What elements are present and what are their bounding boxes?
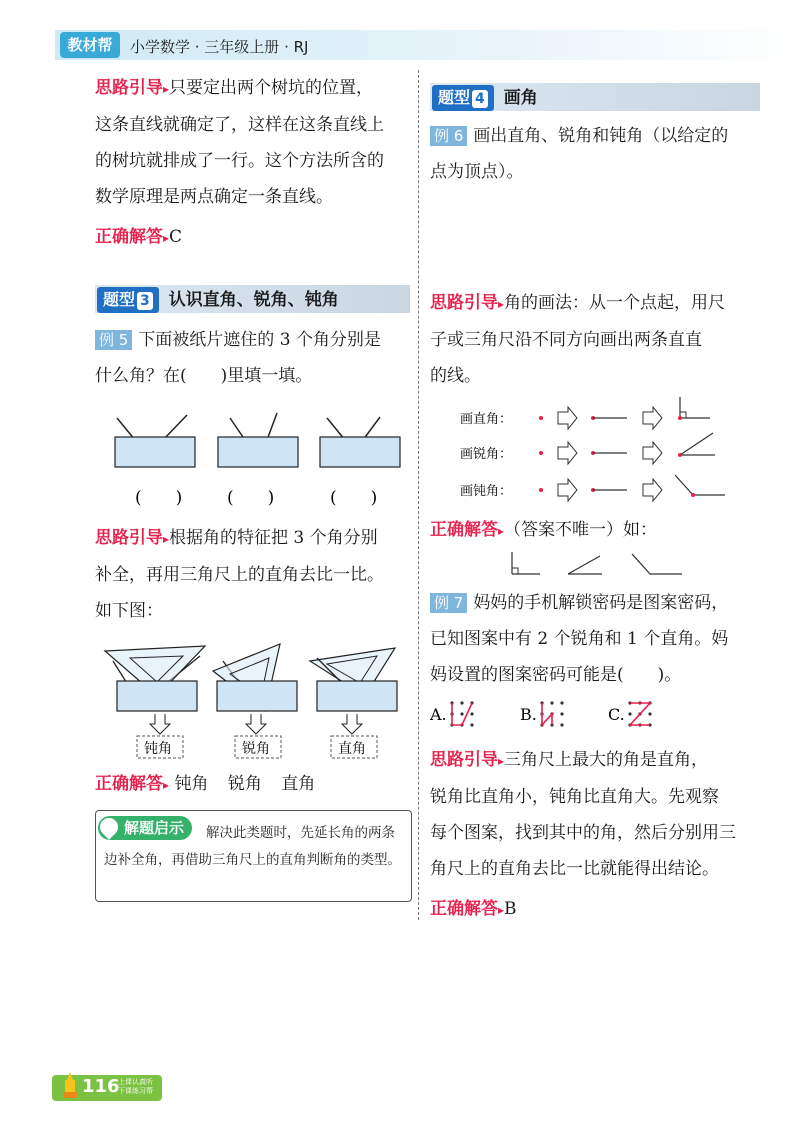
example7-paragraph — [430, 585, 775, 693]
example6-line: 画出直角、锐角和钝角（以给定的 — [473, 126, 729, 146]
pattern-a — [450, 701, 473, 726]
answer-label: 正确解答 — [430, 520, 498, 540]
triangle-ruler-figure — [95, 636, 415, 761]
hint-arrow-icon: ▸ — [498, 297, 505, 311]
header-title: 小学数学 · 三年级上册 · RJ — [130, 38, 309, 56]
hint-arrow-icon: ▸ — [163, 82, 170, 96]
answer2-label: 正确解答 — [95, 774, 163, 794]
hint2-label: 思路引导 — [95, 528, 163, 548]
example5-line: 什么角？在( )里填一填。 — [95, 366, 313, 386]
option-b-label: B. — [520, 705, 537, 724]
example5-line: 下面被纸片遮住的 3 个角分别是 — [138, 330, 381, 350]
answer2-value: 锐角 — [227, 774, 262, 794]
section3-badge — [97, 287, 159, 313]
answer2-arrow-icon: ▸ — [498, 903, 505, 917]
right-answer-paragraph — [430, 512, 770, 549]
answer2-arrow-icon: ▸ — [163, 778, 170, 792]
answer-value: C — [169, 227, 183, 247]
hidden-angle-3 — [320, 417, 400, 467]
figure-label-acute: 锐角 — [242, 741, 270, 757]
left-answer2-paragraph — [95, 766, 415, 803]
option-a-label: A. — [430, 705, 447, 724]
hint2-label: 思路引导 — [430, 750, 498, 770]
example5-figure — [95, 405, 415, 515]
answer2-value: 直角 — [281, 774, 316, 794]
obtuse-angle-answer — [632, 554, 682, 574]
step-arrow-icon — [643, 407, 662, 429]
hint-line: 的树坑就排成了一行。这个方法所含的 — [95, 151, 384, 171]
example5-badge: 例 5 — [95, 330, 132, 350]
pattern-c — [628, 701, 651, 726]
section3-badge-text: 题型 — [103, 290, 136, 309]
hint-line: 的线。 — [430, 366, 481, 386]
answer-note: （答案不唯一）如： — [504, 520, 658, 540]
hidden-angle-2 — [218, 413, 298, 467]
step-arrow-icon — [643, 479, 662, 501]
example6-line: 点为顶点）。 — [430, 162, 524, 182]
hint-label: 思路引导 — [95, 78, 163, 98]
step-arrow-icon — [558, 442, 577, 464]
answer2-value: B — [504, 899, 517, 919]
example7-badge: 例 7 — [430, 593, 467, 613]
acute-angle-answer — [568, 556, 602, 574]
blank-3: ( ) — [330, 488, 378, 508]
drawing-steps-figure — [455, 395, 755, 515]
step-arrow-icon — [558, 407, 577, 429]
pattern-b — [540, 701, 563, 726]
example7-line: 已知图案中有 2 个锐角和 1 个直角。妈 — [430, 629, 729, 649]
pattern-options-figure — [430, 695, 680, 735]
vertex-dot — [539, 416, 543, 420]
section3-title: 认识直角、锐角、钝角 — [168, 290, 339, 310]
hint-line: 角的画法：从一个点起，用尺 — [504, 293, 726, 313]
blank-1: ( ) — [135, 488, 183, 508]
hint2-line: 如下图： — [95, 601, 163, 621]
right-hint2-paragraph — [430, 742, 775, 928]
hint-line: 数学原理是两点确定一条直线。 — [95, 187, 333, 207]
step-arrow-icon — [558, 479, 577, 501]
hint2-line: 补全，再用三角尺上的直角去比一比。 — [95, 565, 384, 585]
answer-arrow-icon: ▸ — [498, 524, 505, 538]
figure-label-obtuse: 钝角 — [144, 741, 172, 757]
hint-line: 这条直线就确定了，这样在这条直线上 — [95, 115, 384, 135]
answer-angles-figure — [500, 548, 690, 578]
right-angle-answer — [512, 552, 540, 574]
header-badge: 教材帮 — [60, 32, 120, 58]
section4-badge-text: 题型 — [438, 88, 471, 107]
hint2-line: 根据角的特征把 3 个角分别 — [169, 528, 378, 548]
section4-title: 画角 — [503, 88, 538, 108]
hint2-line: 每个图案，找到其中的角，然后分别用三 — [430, 823, 736, 843]
column-divider — [418, 70, 419, 920]
step-arrow-icon — [643, 442, 662, 464]
right-hint-paragraph — [430, 285, 770, 394]
example6-paragraph — [430, 118, 770, 190]
page-number: 116 — [82, 1076, 120, 1097]
answer-arrow-icon: ▸ — [163, 231, 170, 245]
mascot-icon — [60, 1070, 80, 1100]
section4-badge — [432, 85, 494, 111]
left-hint-paragraph — [95, 70, 415, 256]
hint-line: 子或三角尺沿不同方向画出两条直直 — [430, 330, 702, 350]
example7-line: 妈设置的图案密码可能是( )。 — [430, 665, 682, 685]
acute-ruler-group — [213, 644, 297, 758]
hint2-line: 角尺上的直角去比一比就能得出结论。 — [430, 859, 719, 879]
right-ruler-group — [310, 648, 397, 758]
answer2-value: 钝角 — [174, 774, 209, 794]
hint2-line: 锐角比直角小，钝角比直角大。先观察 — [430, 787, 719, 807]
figure-label-right: 直角 — [338, 741, 366, 757]
answer-label: 正确解答 — [95, 227, 163, 247]
draw-row-label: 画锐角： — [460, 447, 513, 462]
footer-slogan-line: 上课认真听 — [118, 1078, 153, 1086]
footer-slogan — [118, 1078, 162, 1096]
section3-num: 3 — [137, 292, 153, 310]
hint-label: 思路引导 — [430, 293, 498, 313]
answer2-label: 正确解答 — [430, 899, 498, 919]
blank-2: ( ) — [227, 488, 275, 508]
draw-row-label: 画直角： — [460, 412, 513, 427]
section4-num: 4 — [472, 90, 488, 108]
hidden-angle-1 — [115, 415, 195, 467]
section3-bar — [95, 285, 410, 313]
example5-paragraph — [95, 322, 415, 394]
tip-text: 解决此类题时，先延长角的两条边补全角，再借助三角尺上的直角判断角的类型。 — [104, 825, 401, 868]
tip-badge: 解题启示 — [98, 816, 192, 840]
hint2-arrow-icon: ▸ — [163, 532, 170, 546]
example6-badge: 例 6 — [430, 126, 467, 146]
hint2-arrow-icon: ▸ — [498, 754, 505, 768]
option-c-label: C. — [608, 705, 625, 724]
section4-bar — [430, 83, 760, 111]
draw-row-label: 画钝角： — [460, 484, 513, 499]
hint-line: 只要定出两个树坑的位置， — [169, 78, 374, 98]
example7-line: 妈妈的手机解锁密码是图案密码， — [473, 593, 729, 613]
left-hint2-paragraph — [95, 520, 415, 629]
footer-slogan-line: 下课练习帮 — [118, 1087, 153, 1095]
hint2-line: 三角尺上最大的角是直角， — [504, 750, 709, 770]
obtuse-ruler-group — [105, 646, 205, 758]
